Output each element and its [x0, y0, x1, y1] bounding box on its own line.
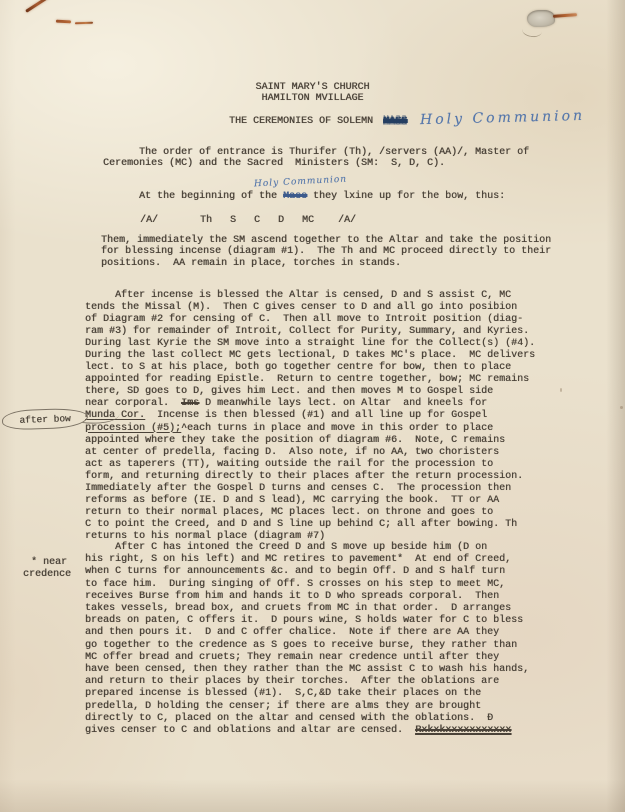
after-bow-annotation-circle	[2, 408, 89, 431]
creed-paragraph	[85, 542, 529, 737]
text-line: returns to his normal place (diagram #7)	[85, 530, 326, 542]
document-title-text: THE CEREMONIES OF SOLEMN	[229, 116, 380, 127]
text-line: procession (#5);^each turns in place and move in this order to place	[85, 422, 494, 434]
text-line: reforms as before (IE. D and S lead), MC carrying the book. TT or AA	[85, 494, 500, 506]
text-line: for blessing incense (diagram #1). The Th and MC proceed directly to their	[101, 246, 552, 258]
text-line: takes vessels, bread box, and cruets from MC in that order. D arranges	[85, 603, 512, 615]
text-line: appointed for reading Epistle. Return to centre together, bow; MC remains	[85, 374, 530, 386]
text-line: at center of predella, facing D. Also note, if no AA, two choristers	[85, 446, 500, 458]
handwritten-above-mass: Holy Communion	[253, 174, 348, 190]
text-line: Immediately after the Gospel D turns and censes C. The procession then	[85, 482, 512, 494]
incense-paragraph	[85, 290, 535, 543]
text-line: go together to the credence as S goes to receive burse, they rather than	[85, 639, 518, 651]
at-beginning-line: At the beginning of the Mass they lxine up for the bow, thus:	[103, 191, 506, 202]
text-line: prepared incense is blessed (#1). S,C,&D take their places on the	[85, 688, 482, 700]
text-line: return to their normal places, MC places lect. on throne and goes to	[85, 506, 494, 518]
paper-speck	[620, 406, 623, 409]
text-line: and return to their places by their torches. After the oblations are	[85, 676, 500, 688]
bow-order-line: /A/ Th S C D MC /A/	[140, 215, 357, 226]
text-line: receives Burse from him and hands it to D who spreads corporal. Then	[85, 590, 500, 602]
document-title	[229, 116, 407, 127]
text-line: there, SD goes to D, gives him Lect. and then moves M to Gospel side	[85, 386, 494, 398]
text-line: lect. to S at his place, both go together centre for bow, then to place	[85, 362, 512, 374]
text-line: The order of entrance is Thurifer (Th), /servers (AA)/, Master of	[103, 147, 530, 158]
text-line: directly to C, placed on the altar and censed with the oblations. Ð	[85, 712, 494, 724]
after-bow-annotation-text: after bow	[19, 412, 71, 426]
text-line: C to point the Creed, and D and S line up behind C; all after bowing. Th	[85, 518, 518, 530]
text-line: appointed where they take the position of diagram #6. Note, C remains	[85, 434, 506, 446]
margin-note-near-credence-line2: credence	[23, 569, 72, 580]
text-line: to face him. During singing of Off. S crosses on his step to meet MC,	[85, 578, 506, 590]
text-line: predella, D holding the censer; if there are alms they are brought	[85, 700, 482, 712]
rust-staple-mark-right	[553, 13, 577, 18]
rust-staple-mark-diagonal	[25, 0, 55, 13]
text-line: gives censer to C and oblations and altar are censed. Rxkxkxxxxxxxxxxx	[85, 725, 512, 737]
text-line: and then pours it. D and C offer chalice. Note if there are AA they	[85, 627, 500, 639]
church-name: SAINT MARY'S CHURCH	[255, 82, 370, 93]
text-line: his right, S on his left) and MC retires to pavement* At end of Creed,	[85, 554, 512, 566]
text-line: After C has intoned the Creed D and S move up beside him (D on	[85, 542, 488, 553]
text-line: Munda Cor. Incense is then blessed (#1) and all line up for Gospel	[85, 410, 488, 422]
text-line: After incense is blessed the Altar is censed, D and S assist C, MC	[85, 290, 512, 301]
text-line: Them, immediately the SM ascend together to the Altar and take the position	[101, 235, 552, 246]
ascend-paragraph	[101, 235, 551, 269]
text-line: During last Kyrie the SM move into a straight line for the Collect(s) (#4).	[85, 338, 536, 350]
church-location: HAMILTON MVILLAGE	[261, 93, 364, 104]
text-line: have been censed, then they rather than the MC assist C to wash his hands,	[85, 664, 530, 676]
text-line: form, and returning directly to their places after the return procession.	[85, 470, 524, 482]
text-line: breads on paten, C offers it. D pours wine, S holds water for C to bless	[85, 615, 524, 627]
paper-speck	[560, 388, 562, 392]
entrance-order-paragraph	[103, 147, 529, 170]
text-line: Ceremonies (MC) and the Sacred Ministers (SM: S, D, C).	[103, 158, 446, 170]
title-struck-word: MASS	[383, 116, 408, 127]
text-line: when C turns for announcements &c. and to begin Off. D and S half turn	[85, 566, 506, 578]
text-line: During the last collect MC gets lectional, D takes MC's place. MC delivers	[85, 350, 536, 362]
text-line: positions. AA remain in place, torches in stands.	[101, 257, 402, 269]
text-line: of Diagram #2 for censing of C. Then all move to Introit position (diag-	[85, 314, 524, 326]
text-line: near corporal. Ims D meanwhile lays lect. on Altar and kneels for	[85, 398, 488, 410]
paper-tear-mark	[521, 23, 543, 39]
text-line: MC offer bread and cruets; They remain near credence until after they	[85, 651, 500, 663]
text-line: tends the Missal (M). Then C gives censer to D and all go into posibion	[85, 302, 518, 314]
rust-staple-mark-dash-1	[56, 20, 71, 23]
margin-note-near-credence-line1: * near	[31, 557, 68, 568]
title-handwritten-correction: Holy Communion	[419, 107, 586, 129]
text-line: act as taperers (TT), waiting outside the rail for the procession to	[85, 458, 494, 470]
text-line: ram #3) for remainder of Introit, Collect for Purity, Summary, and Kyries.	[85, 326, 530, 338]
rust-staple-mark-dash-2	[75, 22, 93, 25]
